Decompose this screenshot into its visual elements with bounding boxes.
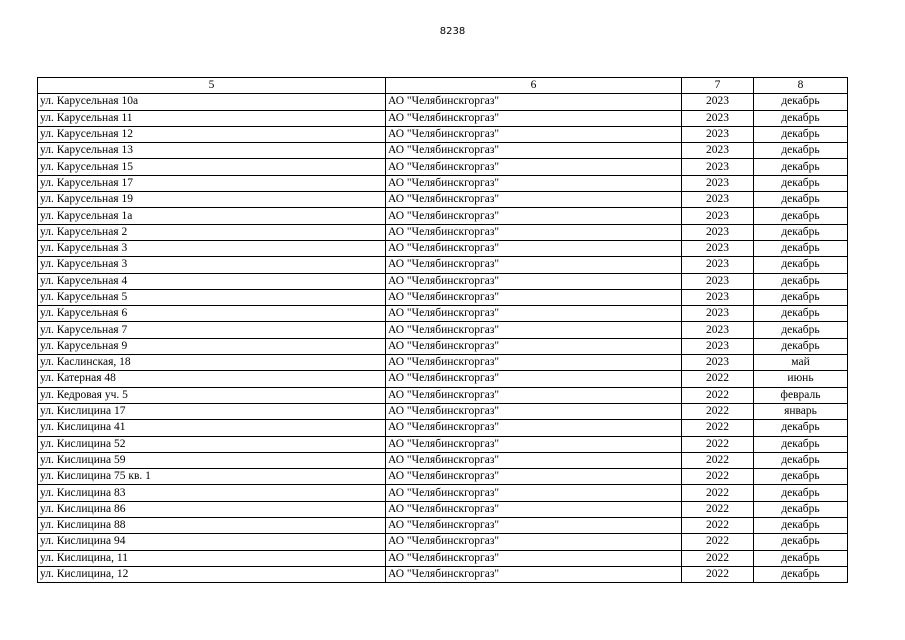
year-cell: 2022 (682, 469, 754, 485)
address-cell: ул. Кислицина 94 (38, 534, 386, 550)
address-cell: ул. Кислицина 52 (38, 436, 386, 452)
organization-cell: АО "Челябинскгоргаз" (386, 338, 682, 354)
address-cell: ул. Карусельная 15 (38, 159, 386, 175)
organization-cell: АО "Челябинскгоргаз" (386, 192, 682, 208)
month-cell: декабрь (754, 224, 848, 240)
address-cell: ул. Карусельная 2 (38, 224, 386, 240)
table-row (38, 175, 848, 191)
year-cell: 2022 (682, 518, 754, 534)
month-cell: декабрь (754, 257, 848, 273)
month-cell: декабрь (754, 175, 848, 191)
address-cell: ул. Катерная 48 (38, 371, 386, 387)
table-row (38, 322, 848, 338)
table-row (38, 289, 848, 305)
column-header-7: 7 (682, 78, 754, 94)
organization-cell: АО "Челябинскгоргаз" (386, 257, 682, 273)
year-cell: 2023 (682, 175, 754, 191)
month-cell: февраль (754, 387, 848, 403)
address-cell: ул. Кислицина 59 (38, 452, 386, 468)
month-cell: май (754, 355, 848, 371)
table-row (38, 534, 848, 550)
table-row (38, 257, 848, 273)
month-cell: декабрь (754, 273, 848, 289)
year-cell: 2023 (682, 306, 754, 322)
organization-cell: АО "Челябинскгоргаз" (386, 371, 682, 387)
year-cell: 2023 (682, 159, 754, 175)
year-cell: 2023 (682, 240, 754, 256)
month-cell: декабрь (754, 550, 848, 566)
month-cell: декабрь (754, 192, 848, 208)
address-cell: ул. Карусельная 1а (38, 208, 386, 224)
month-cell: декабрь (754, 322, 848, 338)
table-row (38, 469, 848, 485)
month-cell: декабрь (754, 534, 848, 550)
organization-cell: АО "Челябинскгоргаз" (386, 240, 682, 256)
table-row (38, 387, 848, 403)
organization-cell: АО "Челябинскгоргаз" (386, 322, 682, 338)
table-row (38, 208, 848, 224)
year-cell: 2023 (682, 224, 754, 240)
organization-cell: АО "Челябинскгоргаз" (386, 355, 682, 371)
month-cell: декабрь (754, 469, 848, 485)
month-cell: декабрь (754, 338, 848, 354)
organization-cell: АО "Челябинскгоргаз" (386, 289, 682, 305)
organization-cell: АО "Челябинскгоргаз" (386, 420, 682, 436)
table-row (38, 159, 848, 175)
table-row (38, 371, 848, 387)
organization-cell: АО "Челябинскгоргаз" (386, 159, 682, 175)
year-cell: 2023 (682, 322, 754, 338)
table-row (38, 273, 848, 289)
table-row (38, 338, 848, 354)
page-number: 8238 (439, 26, 466, 37)
address-cell: ул. Карусельная 5 (38, 289, 386, 305)
year-cell: 2022 (682, 566, 754, 582)
organization-cell: АО "Челябинскгоргаз" (386, 501, 682, 517)
month-cell: декабрь (754, 159, 848, 175)
address-cell: ул. Карусельная 9 (38, 338, 386, 354)
address-cell: ул. Кислицина 88 (38, 518, 386, 534)
year-cell: 2022 (682, 420, 754, 436)
organization-cell: АО "Челябинскгоргаз" (386, 94, 682, 110)
address-cell: ул. Кислицина 75 кв. 1 (38, 469, 386, 485)
organization-cell: АО "Челябинскгоргаз" (386, 126, 682, 142)
address-cell: ул. Каслинская, 18 (38, 355, 386, 371)
organization-cell: АО "Челябинскгоргаз" (386, 534, 682, 550)
table-row (38, 403, 848, 419)
month-cell: январь (754, 403, 848, 419)
year-cell: 2023 (682, 126, 754, 142)
address-cell: ул. Карусельная 6 (38, 306, 386, 322)
organization-cell: АО "Челябинскгоргаз" (386, 550, 682, 566)
month-cell: декабрь (754, 94, 848, 110)
table-row (38, 566, 848, 582)
month-cell: декабрь (754, 518, 848, 534)
year-cell: 2022 (682, 501, 754, 517)
month-cell: декабрь (754, 289, 848, 305)
organization-cell: АО "Челябинскгоргаз" (386, 306, 682, 322)
table-row (38, 192, 848, 208)
address-cell: ул. Карусельная 11 (38, 110, 386, 126)
table-row (38, 126, 848, 142)
table-row (38, 420, 848, 436)
table-row (38, 224, 848, 240)
organization-cell: АО "Челябинскгоргаз" (386, 436, 682, 452)
month-cell: июнь (754, 371, 848, 387)
year-cell: 2022 (682, 452, 754, 468)
organization-cell: АО "Челябинскгоргаз" (386, 175, 682, 191)
table-row (38, 355, 848, 371)
organization-cell: АО "Челябинскгоргаз" (386, 518, 682, 534)
table-row (38, 518, 848, 534)
table-body (38, 94, 848, 583)
address-cell: ул. Карусельная 12 (38, 126, 386, 142)
year-cell: 2022 (682, 371, 754, 387)
year-cell: 2023 (682, 110, 754, 126)
organization-cell: АО "Челябинскгоргаз" (386, 387, 682, 403)
year-cell: 2023 (682, 289, 754, 305)
organization-cell: АО "Челябинскгоргаз" (386, 452, 682, 468)
address-cell: ул. Карусельная 3 (38, 240, 386, 256)
address-cell: ул. Карусельная 7 (38, 322, 386, 338)
address-cell: ул. Карусельная 19 (38, 192, 386, 208)
address-cell: ул. Кислицина 41 (38, 420, 386, 436)
year-cell: 2023 (682, 338, 754, 354)
year-cell: 2023 (682, 257, 754, 273)
organization-cell: АО "Челябинскгоргаз" (386, 143, 682, 159)
table-row (38, 501, 848, 517)
year-cell: 2023 (682, 192, 754, 208)
address-cell: ул. Кислицина, 12 (38, 566, 386, 582)
year-cell: 2023 (682, 94, 754, 110)
column-header-8: 8 (754, 78, 848, 94)
year-cell: 2023 (682, 355, 754, 371)
address-cell: ул. Кислицина, 11 (38, 550, 386, 566)
year-cell: 2023 (682, 273, 754, 289)
address-cell: ул. Карусельная 10а (38, 94, 386, 110)
organization-cell: АО "Челябинскгоргаз" (386, 110, 682, 126)
year-cell: 2022 (682, 550, 754, 566)
year-cell: 2022 (682, 387, 754, 403)
month-cell: декабрь (754, 420, 848, 436)
year-cell: 2023 (682, 143, 754, 159)
address-cell: ул. Кедровая уч. 5 (38, 387, 386, 403)
table-row (38, 94, 848, 110)
address-cell: ул. Кислицина 86 (38, 501, 386, 517)
month-cell: декабрь (754, 208, 848, 224)
address-cell: ул. Карусельная 3 (38, 257, 386, 273)
month-cell: декабрь (754, 501, 848, 517)
month-cell: декабрь (754, 110, 848, 126)
year-cell: 2022 (682, 403, 754, 419)
year-cell: 2023 (682, 208, 754, 224)
month-cell: декабрь (754, 240, 848, 256)
organization-cell: АО "Челябинскгоргаз" (386, 403, 682, 419)
column-header-5: 5 (38, 78, 386, 94)
organization-cell: АО "Челябинскгоргаз" (386, 566, 682, 582)
month-cell: декабрь (754, 436, 848, 452)
month-cell: декабрь (754, 566, 848, 582)
year-cell: 2022 (682, 436, 754, 452)
address-cell: ул. Карусельная 4 (38, 273, 386, 289)
month-cell: декабрь (754, 452, 848, 468)
table-row (38, 550, 848, 566)
address-table (37, 77, 848, 583)
organization-cell: АО "Челябинскгоргаз" (386, 208, 682, 224)
address-cell: ул. Карусельная 17 (38, 175, 386, 191)
table-row (38, 306, 848, 322)
table-row (38, 485, 848, 501)
organization-cell: АО "Челябинскгоргаз" (386, 469, 682, 485)
month-cell: декабрь (754, 485, 848, 501)
table-row (38, 110, 848, 126)
year-cell: 2022 (682, 534, 754, 550)
table-header-row (38, 78, 848, 94)
organization-cell: АО "Челябинскгоргаз" (386, 273, 682, 289)
address-cell: ул. Карусельная 13 (38, 143, 386, 159)
organization-cell: АО "Челябинскгоргаз" (386, 485, 682, 501)
organization-cell: АО "Челябинскгоргаз" (386, 224, 682, 240)
table-row (38, 143, 848, 159)
month-cell: декабрь (754, 143, 848, 159)
month-cell: декабрь (754, 306, 848, 322)
table-row (38, 436, 848, 452)
table-row (38, 452, 848, 468)
month-cell: декабрь (754, 126, 848, 142)
table-row (38, 240, 848, 256)
address-cell: ул. Кислицина 83 (38, 485, 386, 501)
address-cell: ул. Кислицина 17 (38, 403, 386, 419)
year-cell: 2022 (682, 485, 754, 501)
column-header-6: 6 (386, 78, 682, 94)
